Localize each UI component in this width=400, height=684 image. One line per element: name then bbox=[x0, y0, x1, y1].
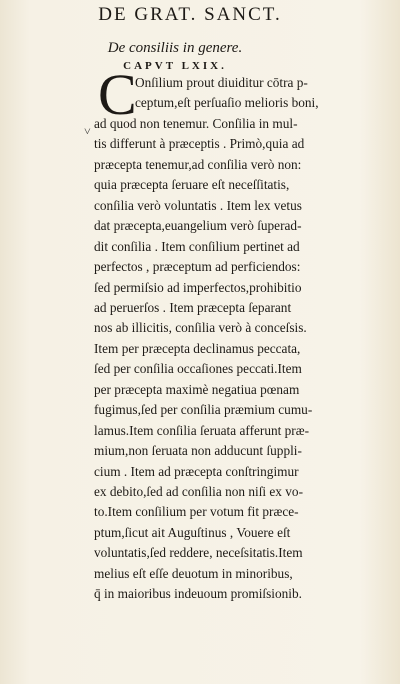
text-line: perfectos , præceptum ad perficiendos: bbox=[94, 259, 301, 275]
text-line: præcepta tenemur,ad conſilia verò non: bbox=[94, 156, 302, 172]
text-line: ceptum,eſt perſuaſio melioris boni, bbox=[135, 95, 319, 111]
section-title: De consiliis in genere. bbox=[107, 40, 243, 56]
text-line: mium,non ſeruata non adducunt ſuppli- bbox=[94, 443, 302, 459]
text-line: ex debito,ſed ad conſilia non niſi ex vo- bbox=[94, 484, 304, 499]
text-line: dit conſilia . Item conſilium pertinet ad bbox=[94, 238, 300, 254]
text-line: voluntatis,ſed reddere, neceſsitatis.Item bbox=[94, 545, 303, 561]
text-line: lamus.Item conſilia ſeruata afferunt præ- bbox=[94, 422, 310, 438]
text-line: ptum,ſicut ait Auguſtinus , Vouere eſt bbox=[94, 524, 291, 540]
running-head: DE GRAT. SANCT. bbox=[98, 4, 282, 25]
chapter-heading: CAPVT LXIX. bbox=[123, 60, 227, 72]
text-line: dat præcepta,euangelium verò ſuperad- bbox=[94, 218, 302, 234]
text-line: quia præcepta ſeruare eſt neceſſitatis, bbox=[94, 177, 290, 193]
text-line: ſed permiſsio ad imperfectos,prohibitio bbox=[94, 279, 302, 295]
text-line: Item per præcepta declinamus peccata, bbox=[94, 340, 301, 356]
text-line: to.Item conſilium per votum fit præce- bbox=[94, 504, 299, 520]
margin-mark: ˅ bbox=[84, 124, 91, 138]
text-line: cium . Item ad præcepta conſtringimur bbox=[94, 463, 299, 479]
text-line: per præcepta maximè negatiua pœnam bbox=[94, 381, 300, 397]
text-line: conſilia verò voluntatis . Item lex vetus bbox=[94, 197, 302, 213]
drop-cap: C bbox=[98, 62, 137, 127]
text-line: q̄ in maioribus indeuoum promiſsionib. bbox=[94, 586, 302, 602]
text-line: tis differunt à præceptis . Primò,quia ad bbox=[94, 136, 305, 152]
text-line: ſed per conſilia occaſiones peccati.Item bbox=[94, 361, 302, 377]
text-line: ad peruerſos . Item præcepta ſeparant bbox=[94, 299, 292, 315]
text-line: melius eſt eſſe deuotum in minoribus, bbox=[94, 565, 293, 581]
text-line: nos ab illicitis, conſilia verò à conceſsis. bbox=[94, 320, 307, 336]
text-line: Onſilium prout diuiditur cōtra p- bbox=[135, 75, 308, 90]
text-line: ad quod non tenemur. Conſilia in mul- bbox=[94, 115, 298, 131]
text-line: fugimus,ſed per conſilia præmium cumu- bbox=[94, 402, 313, 418]
